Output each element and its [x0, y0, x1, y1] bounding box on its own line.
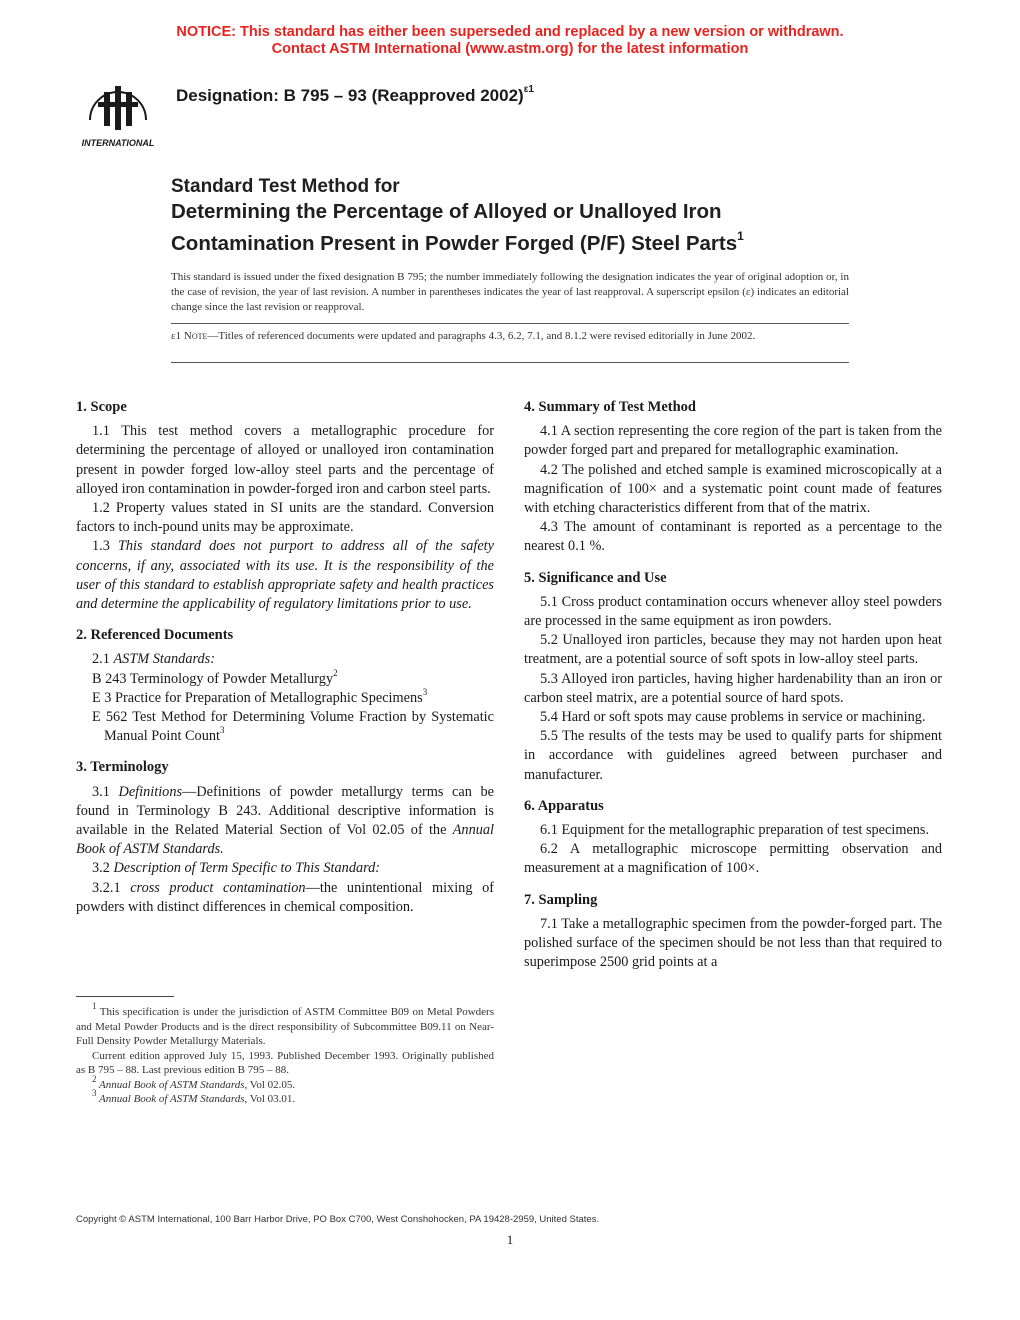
reference-b243-text: B 243 Terminology of Powder Metallurgy	[92, 670, 334, 687]
footnotes	[76, 1001, 494, 1107]
apparatus-6-2: 6.2 A metallographic microscope permitting observation and measurement at a magnification of 100×.	[524, 841, 942, 877]
superseded-notice	[0, 24, 1020, 58]
reference-e3	[76, 689, 494, 708]
issuance-statement: This standard is issued under the fixed designation B 795; the number immediately following the designation indicates the year of original adoption or, in the case of revision, the year of last revision. A number in parentheses indicates the year of last reapproval. A superscript epsilon (ε) indicates an editorial change since the last revision or reapproval.	[171, 271, 849, 313]
summary-4-2: 4.2 The polished and etched sample is examined microscopically at a magnification of 100× and a systematic point count made of features with etching characteristics different from that of the matrix.	[524, 461, 942, 517]
summary-4-3: 4.3 The amount of contaminant is reported as a percentage to the nearest 0.1 %.	[524, 519, 942, 555]
scope-1-1: 1.1 This test method covers a metallographic procedure for determining the percentage of alloyed or unalloyed iron contamination present in powder forged low-alloy steel parts and the percentage of alloyed iron contamination in powder-forged iron and carbon steel parts.	[76, 423, 494, 497]
scope-1-3-num: 1.3	[92, 538, 118, 555]
document-title	[171, 175, 891, 257]
sampling-7-1: 7.1 Take a metallographic specimen from the powder-forged part. The polished surface of the specimen should be not less than that required to superimpose 2500 grid points at a	[524, 915, 942, 971]
footnote-2	[76, 1073, 494, 1093]
astm-logo	[76, 72, 160, 150]
scope-1-3	[76, 537, 494, 614]
terminology-3-1-term: Definitions	[118, 783, 183, 800]
footnote-3-mark: 3	[92, 1088, 97, 1099]
section-summary-heading: 4. Summary of Test Method	[524, 399, 696, 415]
editorial-note	[171, 323, 849, 344]
footnote-2-text: , Vol 02.05.	[244, 1078, 296, 1091]
notice-line-2: Contact ASTM International (www.astm.org) for the latest information	[271, 41, 749, 57]
reference-e3-text: E 3 Practice for Preparation of Metallographic Specimens	[92, 689, 423, 706]
terminology-3-2-1-num: 3.2.1	[92, 879, 131, 896]
reference-e562	[76, 708, 494, 746]
right-column	[524, 398, 942, 972]
apparatus-6-1: 6.1 Equipment for the metallographic preparation of test specimens.	[540, 822, 930, 839]
section-significance-heading: 5. Significance and Use	[524, 569, 667, 586]
terminology-3-2	[76, 859, 494, 878]
note-mark: ε1	[171, 330, 182, 342]
note-label: Note	[181, 330, 208, 342]
designation	[176, 86, 534, 106]
section-terminology-heading: 3. Terminology	[76, 759, 169, 776]
referenced-2-1-label: ASTM Standards:	[113, 651, 215, 668]
significance-5-4: 5.4 Hard or soft spots may cause problems in service or machining.	[540, 709, 926, 726]
title-line-1: Standard Test Method for	[171, 176, 400, 197]
terminology-3-1	[76, 783, 494, 860]
footnote-1b: Current edition approved July 15, 1993. Published December 1993. Originally published as B 795 – 88. Last previous edition B 795 – 88.	[76, 1049, 494, 1076]
title-line-3	[171, 225, 891, 257]
terminology-3-2-1-text: —the unintentional mixing of powders with distinct differences in chemical composition.	[76, 879, 494, 915]
title-footnote-mark: 1	[737, 229, 744, 243]
reference-e3-fn: 3	[422, 687, 428, 698]
referenced-2-1-num: 2.1	[92, 651, 114, 668]
terminology-3-1-text: —Definitions of powder metallurgy terms can be found in Terminology B 243. Additional descriptive information is available in the Related Material Section of Vol 02.05 of the	[76, 783, 494, 839]
title-line-3-text: Contamination Present in Powder Forged (P/F) Steel Parts	[171, 231, 738, 255]
terminology-3-2-1	[76, 879, 494, 917]
terminology-3-2-text: Description of Term Specific to This Standard:	[113, 860, 381, 877]
reference-b243	[76, 667, 494, 689]
footnote-1-text: This specification is under the jurisdiction of ASTM Committee B09 on Metal Powders and Metal Powder Products and is the direct responsibility of Subcommittee B09.11 on Near-Full Density Powder Metallurgy Materials.	[76, 1006, 494, 1047]
footnote-1-mark: 1	[92, 1001, 97, 1012]
designation-label: Designation: B 795 – 93 (Reapproved 2002)	[176, 86, 524, 105]
left-column	[76, 398, 494, 917]
reference-e562-fn: 3	[219, 725, 225, 736]
note-text: —Titles of referenced documents were updated and paragraphs 4.3, 6.2, 7.1, and 8.1.2 were revised editorially in June 2002.	[207, 330, 756, 342]
significance-5-1: 5.1 Cross product contamination occurs whenever alloy steel powders are processed in the same equipment as iron powders.	[524, 593, 942, 630]
terminology-3-2-1-term: cross product contamination	[130, 879, 306, 896]
reference-e562-text: E 562 Test Method for Determining Volume Fraction by Systematic Manual Point Count	[92, 709, 494, 745]
significance-5-2: 5.2 Unalloyed iron particles, because they may not harden upon heat treatment, are a potential source of soft spots in low-alloy steel parts.	[524, 632, 942, 668]
footnote-3-text: , Vol 03.01.	[244, 1093, 296, 1105]
copyright: Copyright © ASTM International, 100 Barr Harbor Drive, PO Box C700, West Conshohocken, PA 19428-2959, United States.	[76, 1214, 600, 1225]
significance-5-5: 5.5 The results of the tests may be used to qualify parts for shipment in accordance with guidelines agreed between purchaser and manufacturer.	[524, 728, 942, 783]
footnote-3	[76, 1088, 494, 1107]
section-referenced-heading: 2. Referenced Documents	[76, 627, 234, 644]
footnote-rule	[76, 996, 174, 997]
note-rule	[171, 362, 849, 363]
terminology-3-2-num: 3.2	[92, 860, 114, 877]
referenced-2-1	[76, 650, 494, 669]
logo-subtext: INTERNATIONAL	[81, 138, 155, 148]
reference-b243-fn: 2	[333, 667, 338, 678]
terminology-3-1-book: Annual Book of ASTM Standards.	[76, 822, 494, 858]
summary-4-1: 4.1 A section representing the core region of the part is taken from the powder forged part and prepared for metallographic examination.	[524, 423, 942, 459]
footnote-3-italic: Annual Book of ASTM Standards	[96, 1093, 245, 1105]
significance-5-3: 5.3 Alloyed iron particles, having higher hardenability than an iron or carbon steel matrix, are a potential source of hard spots.	[524, 670, 942, 706]
terminology-3-1-num: 3.1	[92, 783, 119, 800]
footnote-2-italic: Annual Book of ASTM Standards	[96, 1078, 245, 1091]
title-line-2: Determining the Percentage of Alloyed or Unalloyed Iron	[171, 200, 722, 223]
notice-line-1: NOTICE: This standard has either been superseded and replaced by a new version or withdrawn.	[176, 24, 844, 40]
scope-1-2: 1.2 Property values stated in SI units are the standard. Conversion factors to inch-pound units may be approximate.	[76, 500, 494, 536]
footnote-1	[76, 1001, 494, 1049]
page-number: 1	[506, 1232, 514, 1247]
designation-epsilon: ε1	[523, 84, 534, 96]
section-scope-heading: 1. Scope	[76, 399, 127, 415]
scope-1-3-text: This standard does not purport to address all of the safety concerns, if any, associated with its use. It is the responsibility of the user of this standard to establish appropriate safety and health practices and determine the applicability of regulatory limitations prior to use.	[76, 538, 494, 613]
section-apparatus-heading: 6. Apparatus	[524, 797, 604, 814]
section-sampling-heading: 7. Sampling	[524, 891, 598, 908]
footnote-2-mark: 2	[92, 1073, 97, 1084]
